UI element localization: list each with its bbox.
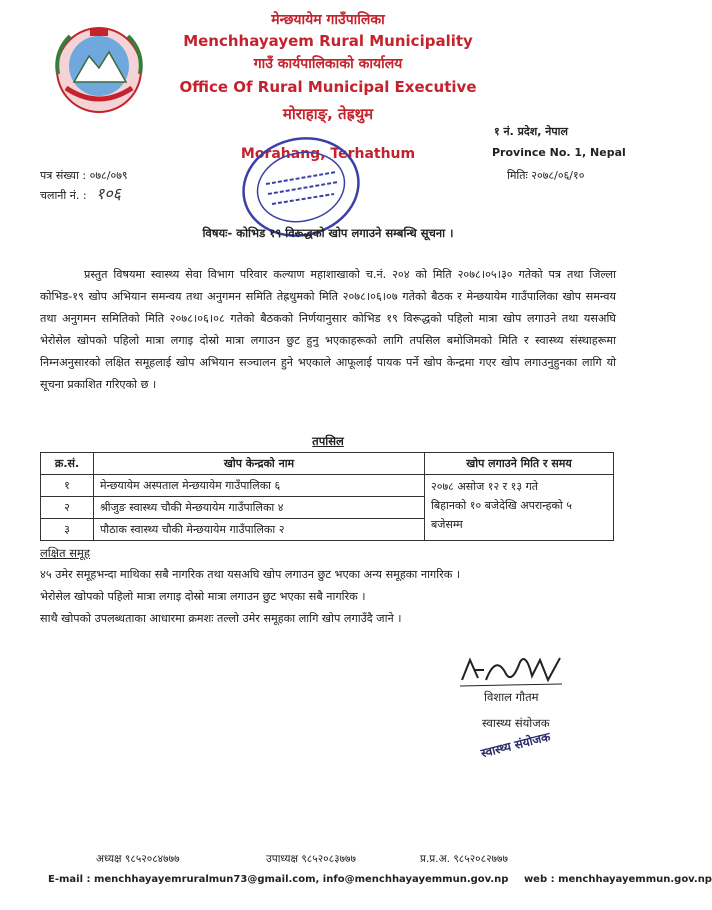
web-label: web : (523, 874, 555, 885)
schedule-line: बिहानको १० बजेदेखि अपरान्हको ५ (431, 499, 572, 512)
target-group-title: लक्षित समूह (40, 546, 90, 560)
place-name-en: Morahang, Terhathum (240, 146, 416, 162)
letter-reference-number: पत्र संख्या : ०७८/०७९ (40, 169, 128, 182)
vaccination-schedule-table (40, 452, 614, 541)
row-center-name: श्रीजुङ स्वास्थ्य चौकी मेन्छयायेम गाउँपालिका ४ (94, 497, 425, 519)
row-center-name: मेन्छयायेम अस्पताल मेन्छयायेम गाउँपालिका ६ (94, 475, 425, 497)
signatory-name: विशाल गौतम (484, 690, 539, 704)
email-label: E-mail : (48, 874, 91, 885)
schedule-cell (425, 475, 614, 541)
province-np: १ नं. प्रदेश, नेपाल (494, 125, 568, 138)
province-en: Province No. 1, Nepal (492, 146, 626, 159)
vice-chair-phone: उपाध्यक्ष ९८५२०८३७७७ (266, 853, 356, 865)
schedule-title: तपसिल (312, 434, 344, 448)
office-name-en: Office Of Rural Municipal Executive (179, 78, 477, 96)
signatory-title-stamp: स्वास्थ्य संयोजक (479, 729, 552, 761)
table-row (41, 475, 614, 497)
signatory-title: स्वास्थ्य संयोजक (482, 716, 550, 730)
web-value[interactable]: menchhayayemmun.gov.np (558, 874, 712, 885)
target-group-line: साथै खोपको उपलब्धताका आधारमा क्रमशः तल्लो उमेर समूहका लागि खोप लगाउँदै जाने । (40, 612, 402, 625)
target-group-line: ४५ उमेर समूहभन्दा माथिका सबै नागरिक तथा यसअघि खोप लगाउन छुट भएका अन्य समूहका नागरिक । (40, 568, 461, 581)
subject-line: विषयः- कोभिड १९ विरूद्धको खोप लगाउने सम्बन्धि सूचना । (202, 226, 454, 240)
email-value[interactable]: menchhayayemruralmun73@gmail.com, info@menchhayayemmun.gov.np (93, 874, 509, 885)
chair-phone: अध्यक्ष ९८५२०८४७७७ (96, 853, 180, 865)
municipality-name-en: Menchhayayem Rural Municipality (183, 32, 473, 50)
column-header-center-name: खोप केन्द्रको नाम (94, 453, 425, 475)
municipality-name-np: मेन्छयायेम गाउँपालिका (271, 12, 385, 28)
schedule-line: २०७८ असोज १२ र १३ गते (431, 480, 539, 493)
cao-phone: प्र.प्र.अ. ९८५२०८२७७७ (420, 853, 508, 865)
row-serial: ३ (41, 519, 94, 541)
dispatch-number-handwritten: १०६ (96, 184, 121, 203)
column-header-serial: क्र.सं. (41, 453, 94, 475)
row-serial: २ (41, 497, 94, 519)
dispatch-number-label: चलानी नं. : (40, 189, 87, 202)
office-name-np: गाउँ कार्यपालिकाको कार्यालय (253, 56, 403, 72)
place-name-np: मोराहाङ्, तेह्रथुम (282, 105, 374, 123)
column-header-date-time: खोप लगाउने मिति र समय (425, 453, 614, 475)
row-center-name: पौठाक स्वास्थ्य चौकी मेन्छयायेम गाउँपालिका २ (94, 519, 425, 541)
row-serial: १ (41, 475, 94, 497)
notice-body-paragraph: प्रस्तुत विषयमा स्वास्थ्य सेवा विभाग परिवार कल्याण महाशाखाको च.नं. २०४ को मिति २०७८।०५।३० गतेको पत्र तथा जिल्ला कोभिड-१९ खोप अभियान समन्वय तथा अनुगमन समिति तेह्रथुमको मिति २०७८।०६।०७ गतेको बैठक र मेन्छयायेम गाउँपालिका खोप समन्वय तथा अनुगमन समितिको मिति २०७८।०६।०८ गतेको बैठकको निर्णयानुसार कोभिड १९ विरूद्धको पहिलो मात्रा खोप लगाउने तथा यसअघि भेरोसेल खोपको पहिलो मात्रा लगाइ दोस्रो मात्रा लगाउन छुट हुनु भएकाहरूको लागि तपसिल बमोजिमको मिति र स्वास्थ्य संस्थाहरूमा निम्नअनुसारको लक्षित समूहलाई खोप अभियान सञ्चालन हुने भएकाले आफूलाई पायक पर्ने खोप केन्द्रमा गएर खोप लगाउनुहुनका लागि यो सूचना प्रकाशित गरिएको छ । (40, 268, 616, 391)
table-header-row (41, 453, 614, 475)
handwritten-signature (456, 650, 566, 692)
schedule-line: बजेसम्म (431, 518, 463, 531)
footer-contact (48, 874, 712, 885)
target-group-line: भेरोसेल खोपको पहिलो मात्रा लगाइ दोस्रो मात्रा लगाउन छुट भएका सबै नागरिक । (40, 590, 366, 603)
letter-date: मितिः २०७८/०६/१० (507, 169, 585, 182)
